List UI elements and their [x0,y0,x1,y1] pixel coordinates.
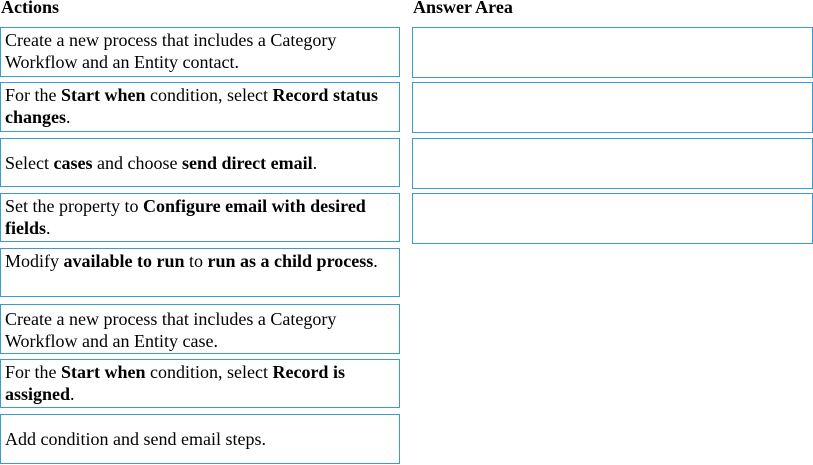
action-item-3[interactable] [0,138,400,187]
action-text-bold: Record is assigned [5,362,345,404]
action-text-bold: Start when [61,362,146,382]
action-text: . [70,384,75,404]
action-item-text [5,84,395,128]
action-item-text [5,195,395,239]
action-text: Create a new process that includes a Category Workflow and an Entity case. [5,309,337,351]
action-item-1[interactable] [0,27,400,77]
action-text-bold: run as a child process [207,251,374,271]
action-text: . [312,152,318,173]
action-item-text [5,361,395,405]
action-text: For the [5,362,61,382]
action-text-bold: send direct email [181,152,313,173]
action-text: Modify [5,251,64,271]
action-text: and choose [92,152,182,173]
action-item-text [5,250,395,272]
action-text-bold: cases [53,152,93,173]
action-item-text [5,308,395,352]
action-text-bold: Configure email with desired fields [5,196,366,238]
action-text: to [184,251,208,271]
answer-slot-3[interactable] [412,138,813,189]
action-item-7[interactable] [0,359,400,408]
action-text: condition, select [145,85,273,105]
action-item-6[interactable] [0,304,400,354]
actions-heading: Actions [1,0,59,17]
action-text: Set the property to [5,196,143,216]
answer-slot-2[interactable] [412,82,813,133]
action-text-bold: Start when [61,85,146,105]
action-item-2[interactable] [0,82,400,132]
action-text-bold: Record status changes [5,85,378,127]
action-item-4[interactable] [0,193,400,242]
action-text: condition, select [145,362,273,382]
action-item-text [5,29,395,73]
action-item-text [5,152,317,174]
answer-area-heading: Answer Area [413,0,513,17]
action-item-5[interactable] [0,248,400,297]
action-text: For the [5,85,61,105]
answer-slot-1[interactable] [412,27,813,78]
action-text: . [373,251,378,271]
action-text: . [46,218,51,238]
action-text: . [66,107,71,127]
action-item-8[interactable] [0,414,400,464]
action-text: Select [5,152,54,173]
action-item-text [5,428,266,450]
action-text-bold: available to run [63,251,185,271]
action-text: Create a new process that includes a Category Workflow and an Entity contact. [5,30,337,72]
action-text: Add condition and send email steps. [5,429,266,449]
answer-slot-4[interactable] [412,193,813,244]
